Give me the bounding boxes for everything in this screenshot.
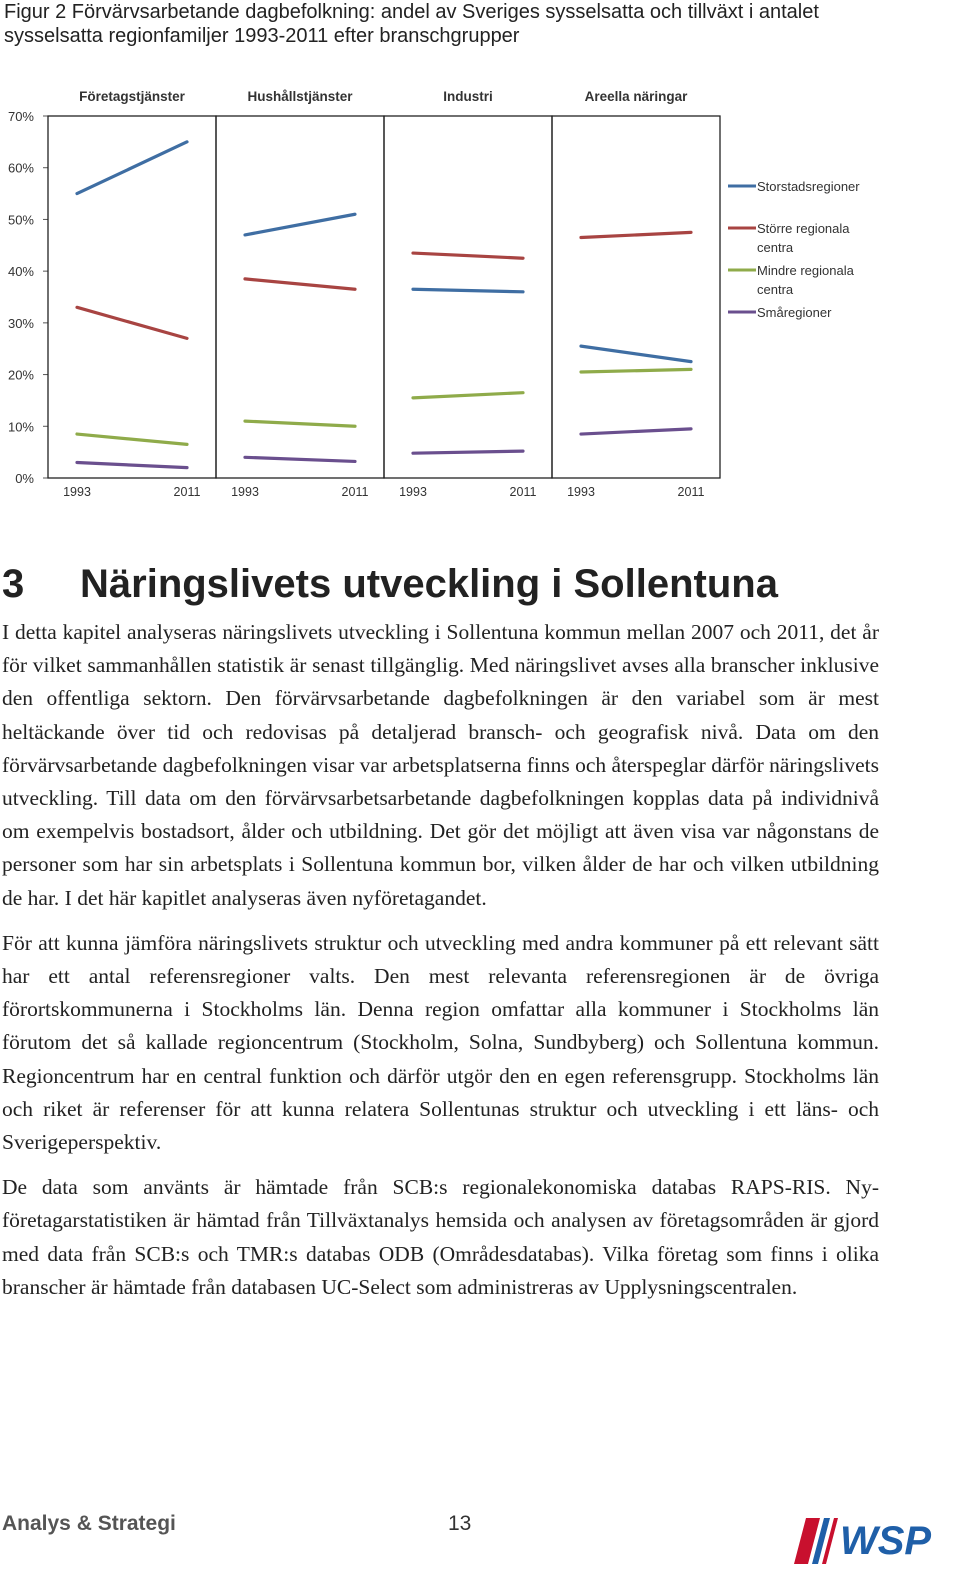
x-tick-label: 1993 — [567, 485, 595, 499]
x-tick-label: 1993 — [63, 485, 91, 499]
series-line — [413, 289, 523, 292]
chart — [0, 80, 900, 510]
series-line — [77, 434, 187, 444]
series-line — [245, 457, 355, 461]
panel-header: Industri — [443, 89, 493, 104]
y-tick-label: 50% — [7, 212, 34, 228]
y-tick-label: 40% — [7, 264, 34, 280]
series-line — [581, 346, 691, 362]
series-line — [413, 451, 523, 453]
series-line — [245, 279, 355, 289]
paragraph: De data som använts är hämtade från SCB:s regionalekonomiska databas RAPS-RIS. Nyföretagarstatistiken är hämtad från Tillväxtanalys hemsida och analysen av företagsområden är gjord med data från SCB:s och TMR:s databas ODB (Områdesdatabas). Vilka företag som finns i olika branscher är hämtade från databasen UC-Select som administreras av Upplysningscentralen. — [2, 1175, 879, 1299]
series-line — [245, 214, 355, 235]
y-tick-label: 20% — [7, 367, 34, 383]
logo-text: WSP — [840, 1519, 932, 1563]
x-tick-label: 2011 — [173, 485, 201, 499]
legend-label: Småregioner — [757, 305, 832, 320]
body-text — [2, 616, 879, 1316]
y-tick-label: 0% — [15, 471, 34, 486]
chart-panels — [48, 89, 720, 499]
footer-department: Analys & Strategi — [2, 1512, 176, 1535]
series-line — [581, 369, 691, 372]
y-tick-label: 70% — [7, 109, 34, 124]
logo-stripes-icon — [794, 1518, 838, 1564]
figure-title: Figur 2 Förvärvsarbetande dagbefolkning: andel av Sveriges sysselsatta och tillväxt i antalet sysselsatta regionfamiljer 1993-2011 efter branschgrupper — [4, 1, 819, 47]
series-line — [413, 393, 523, 398]
series-line — [77, 142, 187, 194]
series-line — [245, 421, 355, 426]
x-tick-label: 1993 — [399, 485, 427, 499]
panel-header: Hushållstjänster — [247, 89, 353, 104]
y-axis — [8, 109, 48, 486]
chart-panel-frame — [384, 116, 552, 478]
panel-header: Areella näringar — [584, 89, 688, 104]
y-tick-label: 10% — [7, 419, 34, 435]
section-heading — [2, 560, 778, 608]
paragraph: I detta kapitel analyseras näringslivets utveckling i Sollentuna kommun mellan 2007 och 2011, det år för vilket sammanhållen statistik är senast tillgänglig. Med näringslivet avses alla branscher inklusive den offentliga sektorn. Den förvärvsarbetande dagbefolkningen är den variabel som är mest heltäckande över tid och redovisas på detaljerad bransch- och geografisk nivå. Data om den förvärvsarbetande dagbefolkningen visar var arbetsplatserna finns och återspeglar därför näringslivets utveckling. Till data om den förvärvsarbetsarbetande dagbefolkningen kopplas data på individnivå om exempelvis bostadsort, ålder och utbildning. Det gör det möjligt att även visa var någonstans de personer som har sin arbetsplats i Sollentuna kommun bor, vilken ålder de har och vilken utbildning de har. I det här kapitlet analyseras även nyföretagandet. — [2, 620, 879, 910]
y-tick-label: 30% — [7, 315, 34, 331]
chart-panel-frame — [552, 116, 720, 478]
panel-header: Företagstjänster — [79, 89, 185, 104]
series-line — [77, 307, 187, 338]
series-line — [77, 462, 187, 467]
series-line — [581, 429, 691, 434]
series-line — [413, 253, 523, 258]
series-line — [581, 232, 691, 237]
section-number: 3 — [2, 562, 25, 606]
x-tick-label: 2011 — [341, 485, 369, 499]
x-tick-label: 2011 — [677, 485, 705, 499]
wsp-logo — [790, 1510, 950, 1568]
legend-label: Storstadsregioner — [757, 179, 860, 194]
x-tick-label: 2011 — [509, 485, 537, 499]
y-tick-label: 60% — [7, 160, 34, 176]
paragraph: För att kunna jämföra näringslivets struktur och utveckling med andra kommuner på ett relevant sätt har ett antal referensregioner valts. Den mest relevanta referensregionen är de övriga förortskommunerna i Stockholms län. Denna region omfattar alla kommuner i Stockholms län förutom det så kallade regioncentrum (Stockholm, Solna, Sundbyberg) och Sollentuna kommun. Regioncentrum har en central funktion och därför utgör den en egen referensgrupp. Stockholms län och riket är referenser för att kunna relatera Sollentunas struktur och utveckling i ett läns- och Sverigeperspektiv. — [2, 930, 879, 1155]
x-tick-label: 1993 — [231, 485, 259, 499]
section-title: Näringslivets utveckling i Sollentuna — [80, 562, 778, 606]
legend-label: Mindre regionala centra — [757, 263, 854, 297]
legend-label: Större regionala centra — [757, 221, 850, 255]
chart-legend — [728, 179, 860, 320]
page-number: 13 — [448, 1512, 472, 1535]
chart-panel-frame — [48, 116, 216, 478]
